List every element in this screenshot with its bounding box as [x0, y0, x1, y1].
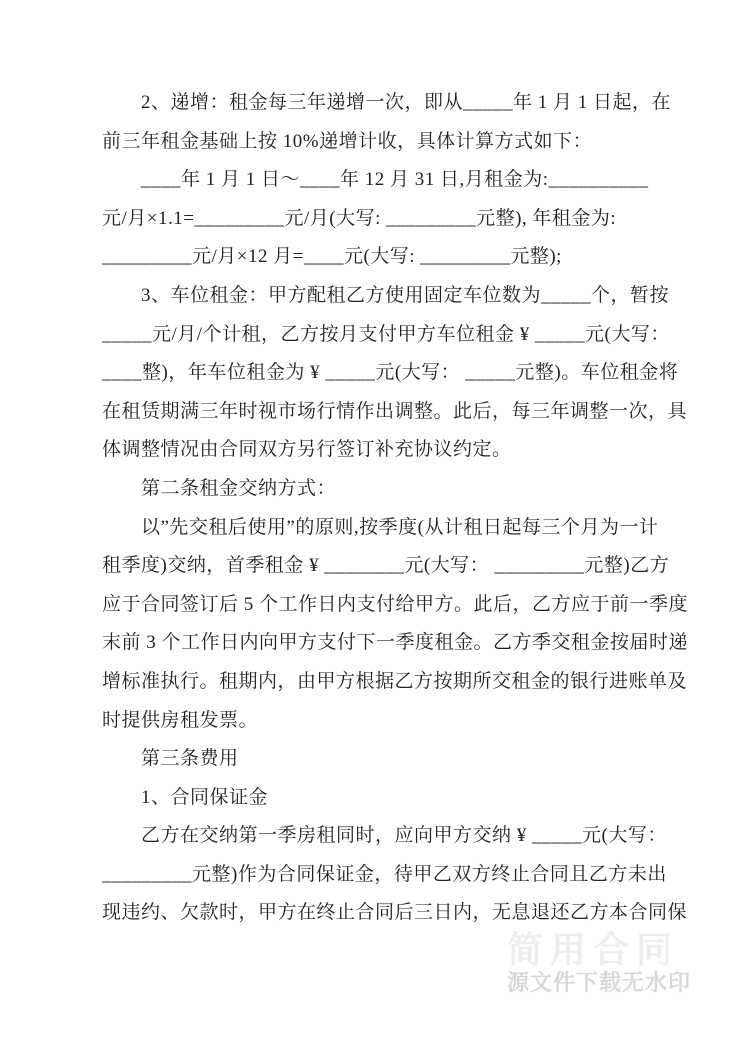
- watermark-brand: 简用合同: [507, 929, 680, 970]
- document-line: _________元整)作为合同保证金，待甲乙双方终止合同且乙方未出: [102, 863, 667, 885]
- document-line: 时提供房租发票。: [102, 709, 259, 731]
- document-line: ____年 1 月 1 日～____年 12 月 31 日,月租金为:__________: [102, 169, 649, 191]
- document-line: 以”先交租后使用”的原则,按季度(从计租日起每三个月为一计: [102, 516, 659, 538]
- document-line: _____元/月/个计租，乙方按月支付甲方车位租金 ¥ _____元(大写：: [102, 323, 670, 345]
- document-line: _________元/月×12 月=____元(大写: _________元整);: [102, 246, 562, 268]
- document-line: 第二条租金交纳方式：: [102, 477, 337, 499]
- document-line: 3、车位租金：甲方配租乙方使用固定车位数为_____个，暂按: [102, 284, 670, 306]
- document-line: 增标准执行。租期内，由甲方根据乙方按期所交租金的银行进账单及: [102, 670, 688, 692]
- document-line: ____整)，年车位租金为 ¥ _____元(大写： _____元整)。车位租金将: [102, 362, 679, 384]
- document-line: 前三年租金基础上按 10%递增计收，具体计算方式如下：: [102, 130, 593, 152]
- document-line: 现违约、欠款时，甲方在终止合同后三日内，无息退还乙方本合同保: [102, 902, 688, 924]
- document-line: 在租赁期满三年时视市场行情作出调整。此后，每三年调整一次，具: [102, 400, 688, 422]
- document-line: 末前 3 个工作日内向甲方支付下一季度租金。乙方季交租金按届时递: [102, 632, 689, 654]
- document-line: 1、合同保证金: [102, 786, 269, 808]
- document-line: 元/月×1.1=_________元/月(大写: _________元整), 年租金为:: [102, 207, 617, 229]
- contract-text: [102, 84, 689, 933]
- document-line: 2、递增：租金每三年递增一次，即从_____年 1 月 1 日起，在: [102, 92, 672, 113]
- document-line: 租季度)交纳，首季租金 ¥ ________元(大写： _________元整)乙方: [102, 555, 670, 577]
- document-line: 应于合同签订后 5 个工作日内支付给甲方。此后，乙方应于前一季度: [102, 593, 689, 615]
- document-line: 第三条费用: [102, 748, 239, 770]
- watermark-tagline: 源文件下载无水印: [507, 970, 692, 995]
- document-line: 乙方在交纳第一季房租同时，应向甲方交纳 ¥ _____元(大写：: [102, 825, 667, 847]
- document-line: 体调整情况由合同双方另行签订补充协议约定。: [102, 439, 512, 461]
